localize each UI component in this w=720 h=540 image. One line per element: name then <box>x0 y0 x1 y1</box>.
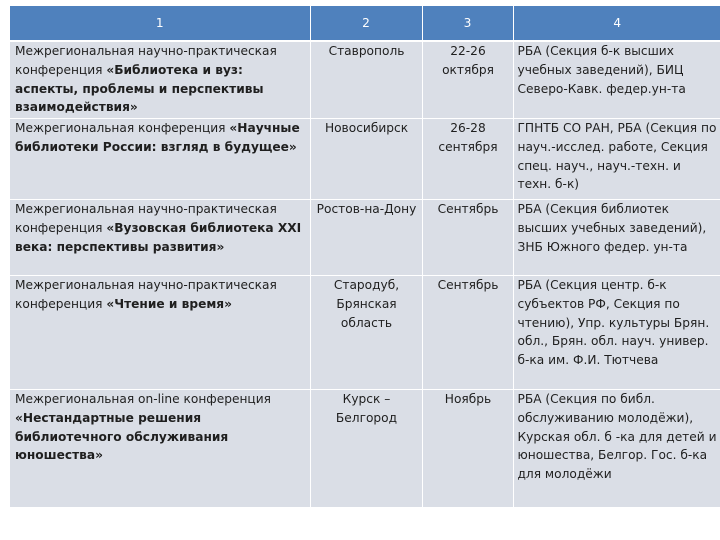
table-row <box>10 41 720 119</box>
event-title-cell <box>10 390 310 508</box>
event-title-prefix: Межрегиональная конференция <box>15 121 230 135</box>
event-date: Сентябрь <box>422 200 513 276</box>
conference-table <box>10 6 720 508</box>
event-place: Стародуб, Брянская область <box>310 276 422 390</box>
event-title-name: «Нестандартные решения библиотечного обслуживания юношества» <box>15 410 229 463</box>
event-title-cell <box>10 119 310 200</box>
header-col-1: 1 <box>10 6 310 41</box>
header-row <box>10 6 720 41</box>
conference-table-container <box>10 6 720 508</box>
header-col-4: 4 <box>513 6 720 41</box>
event-title-prefix: Межрегиональная научно-практическая конференция <box>15 278 277 311</box>
event-place: Ростов-на-Дону <box>310 200 422 276</box>
event-title-name: «Научные библиотеки России: взгляд в будущее» <box>15 121 300 154</box>
event-title-cell <box>10 200 310 276</box>
event-place: Ставрополь <box>310 41 422 119</box>
event-organizer: РБА (Секция по библ. обслуживанию молодёжи), Курская обл. б -ка для детей и юношества, Белгор. Гос. б-ка для молодёжи <box>513 390 720 508</box>
table-row <box>10 200 720 276</box>
header-col-2: 2 <box>310 6 422 41</box>
event-title-cell <box>10 41 310 119</box>
event-title-prefix: Межрегиональная on-line конференция <box>15 392 271 406</box>
event-organizer: ГПНТБ СО РАН, РБА (Секция по науч.-исслед. работе, Секция спец. науч., науч.-техн. и техн. б-к) <box>513 119 720 200</box>
event-date: Сентябрь <box>422 276 513 390</box>
event-title-name: «Библиотека и вуз: аспекты, проблемы и перспективы взаимодействия» <box>15 62 264 115</box>
event-organizer: РБА (Секция б-к высших учебных заведений), БИЦ Северо-Кавк. федер.ун-та <box>513 41 720 119</box>
header-col-3: 3 <box>422 6 513 41</box>
event-date: 26-28 сентября <box>422 119 513 200</box>
event-date: 22-26 октября <box>422 41 513 119</box>
event-place: Курск – Белгород <box>310 390 422 508</box>
event-title-prefix: Межрегиональная научно-практическая конференция <box>15 44 277 77</box>
table-row <box>10 276 720 390</box>
event-date: Ноябрь <box>422 390 513 508</box>
event-title-prefix: Межрегиональная научно-практическая конференция <box>15 202 277 235</box>
event-title-name: «Чтение и время» <box>106 296 233 311</box>
table-row <box>10 390 720 508</box>
event-title-cell <box>10 276 310 390</box>
event-title-name: «Вузовская библиотека XXI века: перспективы развития» <box>15 220 302 254</box>
table-row <box>10 119 720 200</box>
event-organizer: РБА (Секция библиотек высших учебных заведений), ЗНБ Южного федер. ун-та <box>513 200 720 276</box>
event-organizer: РБА (Секция центр. б-к субъектов РФ, Секция по чтению), Упр. культуры Брян. обл., Брян. обл. науч. универ. б-ка им. Ф.И. Тютчева <box>513 276 720 390</box>
event-place: Новосибирск <box>310 119 422 200</box>
